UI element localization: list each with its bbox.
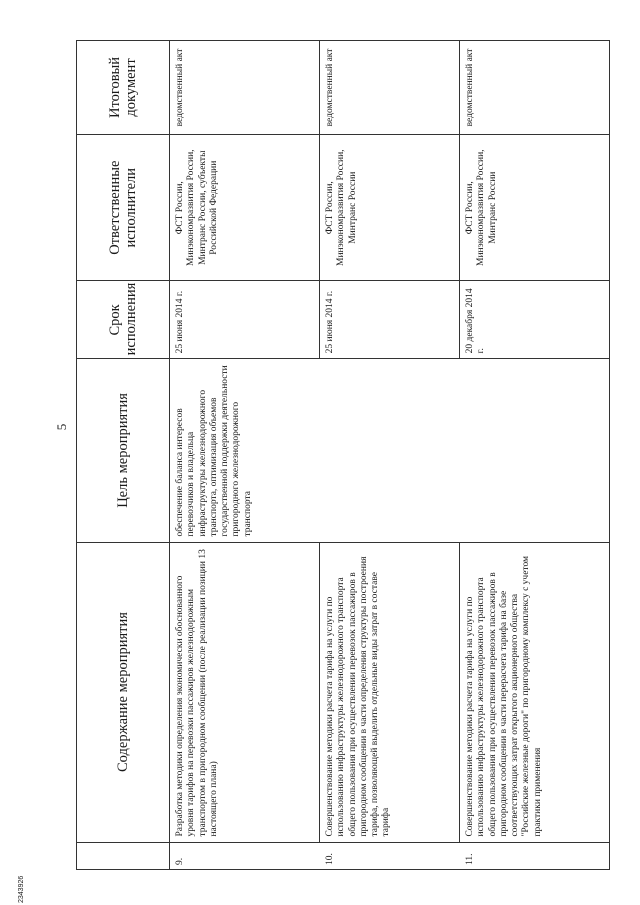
row-deadline: 25 июня 2014 г. (320, 281, 460, 359)
row-executors: ФСТ России, Минэкономразвития России, Минтранс России (320, 134, 460, 281)
col-header-executors: Ответственные исполнители (77, 134, 170, 281)
row-content: Совершенствование методики расчета тарифа на услуги по использованию инфраструктуры железнодорожного транспорта общего пользования при осуществлении перевозок пассажиров в пригородном сообщении в части перерасчета тарифа на базе соответствующих затрат открытого акционерного общества "Российские железные дороги" по пригородному комплексу с учетом практики применения (460, 542, 610, 842)
col-header-num (77, 842, 170, 869)
col-header-document: Итоговый документ (77, 41, 170, 135)
row-num: 11. (460, 842, 610, 869)
row-executors: ФСТ России, Минэкономразвития России, Минтранс России (460, 134, 610, 281)
row-document: ведомственный акт (460, 41, 610, 135)
row-content: Совершенствование методики расчета тарифа на услуги по использованию инфраструктуры железнодорожного транспорта общего пользования при осуществлении перевозок пассажиров в пригородном сообщении в части определения структуры построения тарифа, позволяющей выделить отдельные виды затрат в составе тарифа (320, 542, 460, 842)
row-document: ведомственный акт (170, 41, 320, 135)
row-document: ведомственный акт (320, 41, 460, 135)
row-executors: ФСТ России, Минэкономразвития России, Минтранс России, субъекты Российской Федерации (170, 134, 320, 281)
table-row (320, 41, 460, 870)
row-deadline: 25 июня 2014 г. (170, 281, 320, 359)
col-header-goal: Цель мероприятия (77, 359, 170, 542)
row-deadline: 20 декабря 2014 г. (460, 281, 610, 359)
row-num: 10. (320, 842, 460, 869)
table-row (170, 41, 320, 870)
col-header-content: Содержание мероприятия (77, 542, 170, 842)
col-header-deadline: Срок исполнения (77, 281, 170, 359)
doc-code-text: 2343926 (18, 875, 25, 903)
rotated-table-container (50, 40, 590, 870)
row-num: 9. (170, 842, 320, 869)
table-header-row (77, 41, 170, 870)
row-content: Разработка методики определения экономически обоснованного уровня тарифов на перевозки пассажиров железнодорожным транспортом в пригородном сообщении (после реализации позиции 13 настоящего плана) (170, 542, 320, 842)
row-goal: обеспечение баланса интересов перевозчиков и владельца инфраструктуры железнодорожного транспорта, оптимизация объемов государственной поддержки деятельности пригородного железнодорожного транспорта (170, 359, 320, 542)
row-goal (460, 359, 610, 542)
page-number: 5 (54, 423, 69, 431)
doc-code-holder (0, 845, 30, 905)
table-row (460, 41, 610, 870)
plan-table (76, 40, 610, 870)
row-goal (320, 359, 460, 542)
